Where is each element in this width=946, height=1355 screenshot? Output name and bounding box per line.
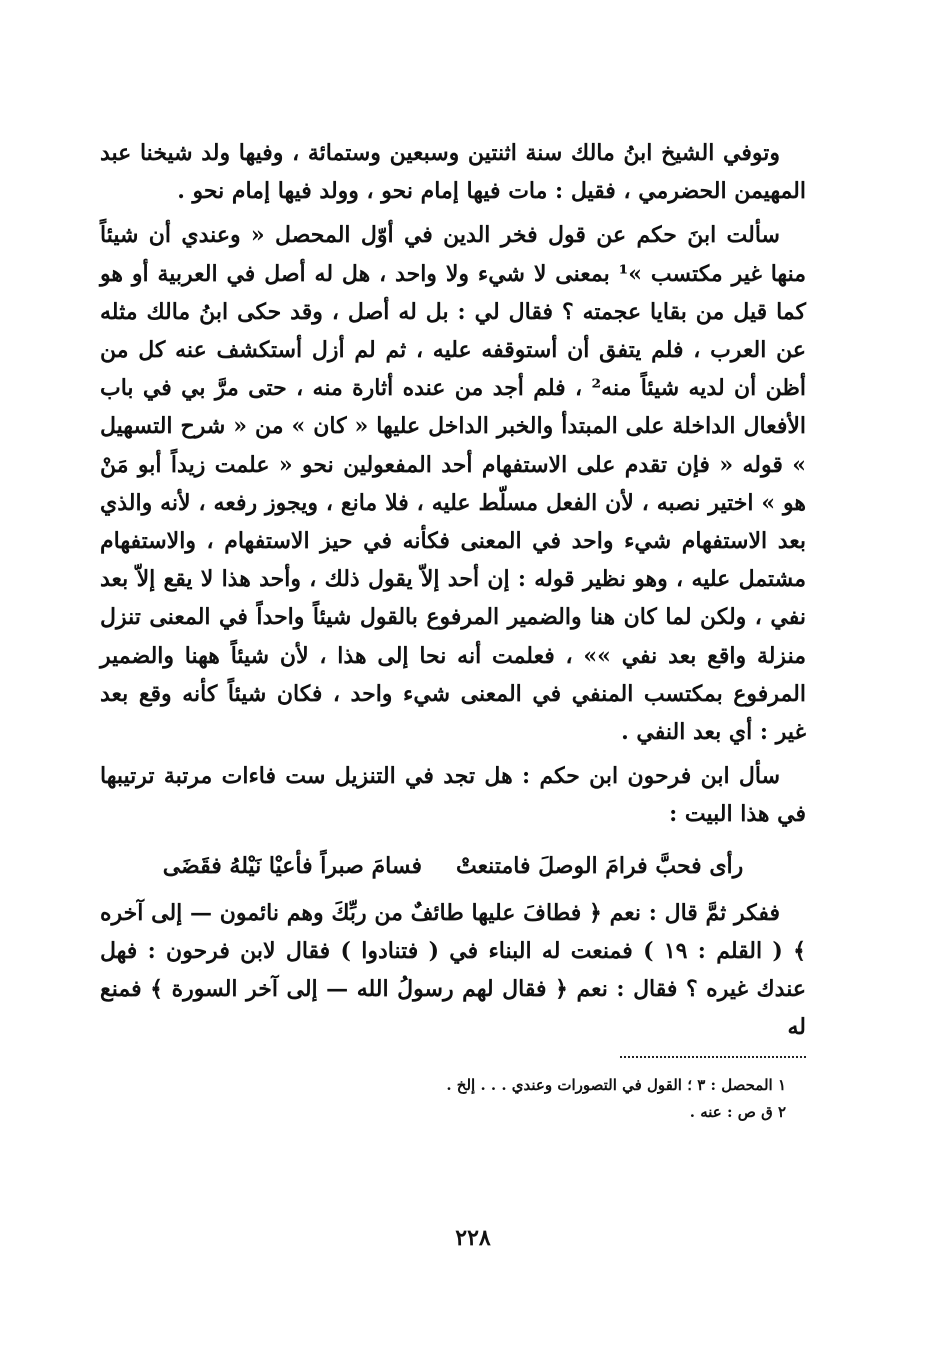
verse-second-hemistich: فسامَ صبراً فأعيْا نَيْلهُ فقَضَى [162,852,422,879]
paragraph-death-of-ibn-malik: وتوفي الشيخ ابنُ مالك سنة اثنتين وسبعين وستمائة ، وفيها ولد شيخنا عبد المهيمن الحضرمي ، فقيل : مات فيها إمام نحو ، وولد فيها إمام نحو . [100,140,806,205]
footnote-divider [620,1056,806,1058]
footnotes [100,1072,806,1126]
verse-first-hemistich: رأى فحبَّ فرامَ الوصلَ فامتنعتْ [455,852,744,879]
footnote-item: ١ المحصل : ٣ ؛ القول في التصورات وعندي . . . إلخ . [446,1076,786,1095]
page-number: ٢٢٨ [455,1225,491,1251]
paragraph-question-to-ibn-hakam: سألت ابنَ حكم عن قول فخر الدين في أوّل المحصل « وعندي أن شيئاً منها غير مكتسب »¹ بمعنى لا شيء ولا واحد ، هل له أصل في العربية أو هو كما قيل من بقايا عجمته ؟ فقال لي : بل له أصل ، وقد حكى ابنُ مالك مثله عن العرب ، فلم يتفق أن أستوقفه عليه ، ثم لم أزل أستكشف عنه كل من أظن أن لديه شيئاً منه² ، فلم أجد من عنده أثارة منه ، حتى مرَّ بي في باب الأفعال الداخلة على المبتدأ والخبر الداخل عليها « كان » من « شرح التسهيل » قوله « فإن تقدم على الاستفهام أحد المفعولين نحو « علمت زيداً أبو مَنْ هو » اختير نصبه ، لأن الفعل مسلّط عليه ، فلا مانع ، ويجوز رفعه ، لأنه والذي بعد الاستفهام شيء واحد في المعنى فكأنه في حيز الاستفهام ، والاستفهام مشتمل عليه ، وهو نظير قوله : إن أحد إلاّ يقول ذلك ، وأحد هذا لا يقع إلاّ بعد نفي ، ولكن لما كان هنا والضمير المرفوع بالقول شيئاً واحداً في المعنى تنزل منزلة واقع بعد نفي »» ، فعلمت أنه نحا إلى هذا ، لأن شيئاً ههنا والضمير المرفوع بمكتسب المنفي في المعنى شيء واحد ، فكان شيئاً كأنه وقع بعد غير : أي بعد النفي . [100,222,807,746]
page-body [100,134,806,1274]
poetry-verse [100,846,806,886]
paragraph-after-verse: ففكر ثمَّ قال : نعم ﴿ فطافَ عليها طائفٌ من ربِّكَ وهم نائمون — إلى آخره ﴾ ( القلم : ١٩ ) فمنعت له البناء في ( فتنادوا ) فقال لابن فرحون : فهل عندك غيره ؟ فقال : نعم ﴿ فقال لهم رسولُ الله — إلى آخر السورة ﴾ فمنع له [100,899,806,1041]
paragraph-ibn-farhun-question: سأل ابن فرحون ابن حكم : هل تجد في التنزيل ست فاءات مرتبة ترتيبها في هذا البيت : [100,763,806,828]
footnote-item: ٢ ق ص : عنه . [689,1103,786,1122]
